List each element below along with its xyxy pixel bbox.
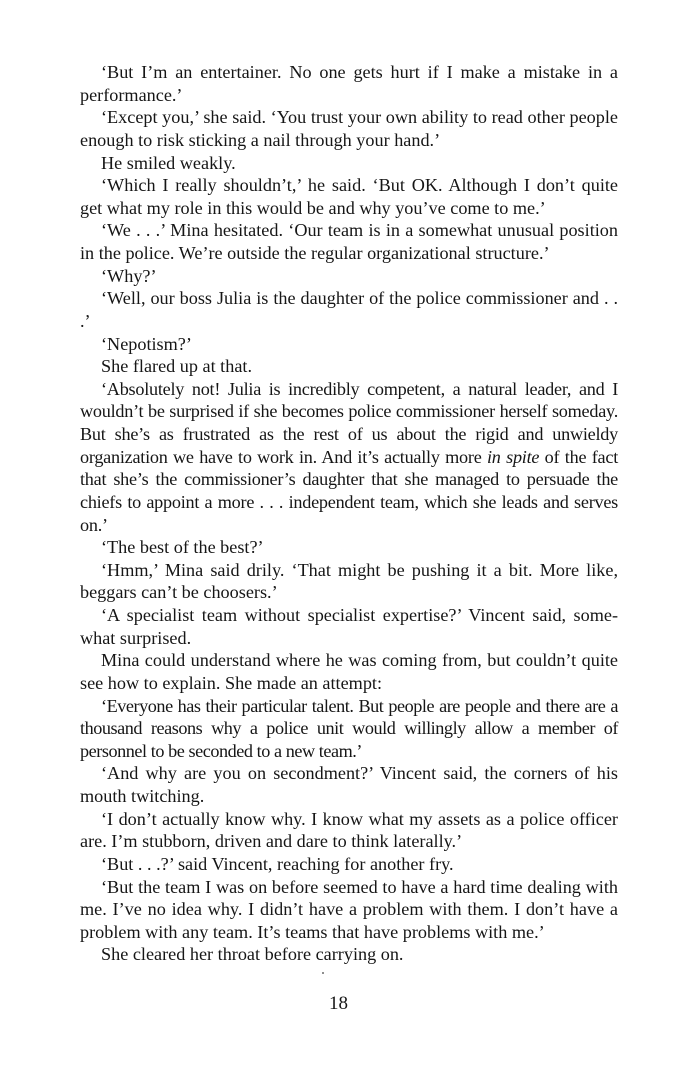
paragraph: He smiled weakly. [101,152,236,173]
paragraph: ‘But I’m an entertainer. No one gets hurt if I make a mistake in a performance.’ [80,62,618,105]
paragraph: ‘Why?’ [101,265,157,286]
paragraph: She cleared her throat before carrying on. [101,944,404,965]
paragraph: ‘Which I really shouldn’t,’ he said. ‘But OK. Although I don’t quite get what my role in this would be and why you’ve come to me.’ [80,175,618,218]
paragraph: ‘A specialist team without specialist expertise?’ Vincent said, somewhat surprised. [80,605,618,648]
paragraph: ‘Except you,’ she said. ‘You trust your own ability to read other people enough to risk sticking a nail through your hand.’ [80,107,618,150]
paragraph: ‘The best of the best?’ [101,537,264,558]
paragraph: ‘But . . .?’ said Vincent, reaching for another fry. [101,853,454,874]
page-number: 18 [329,993,348,1014]
body-text [80,61,618,966]
paragraph: She flared up at that. [101,356,253,377]
paragraph: ‘I don’t actually know why. I know what my assets as a police officer are. I’m stubborn, driven and dare to think laterally.’ [80,808,618,852]
print-speck [322,972,324,974]
paragraph: Mina could understand where he was coming from, but couldn’t quite see how to explain. She made an attempt: [80,650,618,693]
paragraph: ‘But the team I was on before seemed to have a hard time dealing with me. I’ve no idea why. I didn’t have a problem with them. I don’t have a problem with any team. It’s teams that have problems with me.’ [80,876,618,942]
emphasis: in spite [487,446,540,467]
paragraph: ‘Well, our boss Julia is the daughter of the police commissioner and . . .’ [80,288,618,331]
paragraph: ‘And why are you on secondment?’ Vincent said, the corners of his mouth twitching. [80,763,618,806]
paragraph: ‘Nepotism?’ [101,333,192,354]
paragraph: ‘Hmm,’ Mina said drily. ‘That might be pushing it a bit. More like, beggars can’t be choosers.’ [80,559,618,603]
paragraph: ‘We . . .’ Mina hesitated. ‘Our team is in a somewhat unusual position in the police. We’re outside the regular organizational structure.’ [80,220,618,263]
paragraph: ‘Absolutely not! Julia is incredibly competent, a natural leader, and I wouldn’t be surprised if she becomes police commissioner herself someday. But she’s as frustrated as the rest of us about the rigid and unwieldy organization we have to work in. And it’s actually more in spite of the fact that she’s the commissioner’s daughter that she managed to persuade the chiefs to appoint a more . . . independent team, which she leads and serves on.’ [80,378,618,535]
paragraph: ‘Everyone has their particular talent. But people are people and there are a thousand reasons why a police unit would willingly allow a member of personnel to be seconded to a new team.’ [80,695,618,761]
